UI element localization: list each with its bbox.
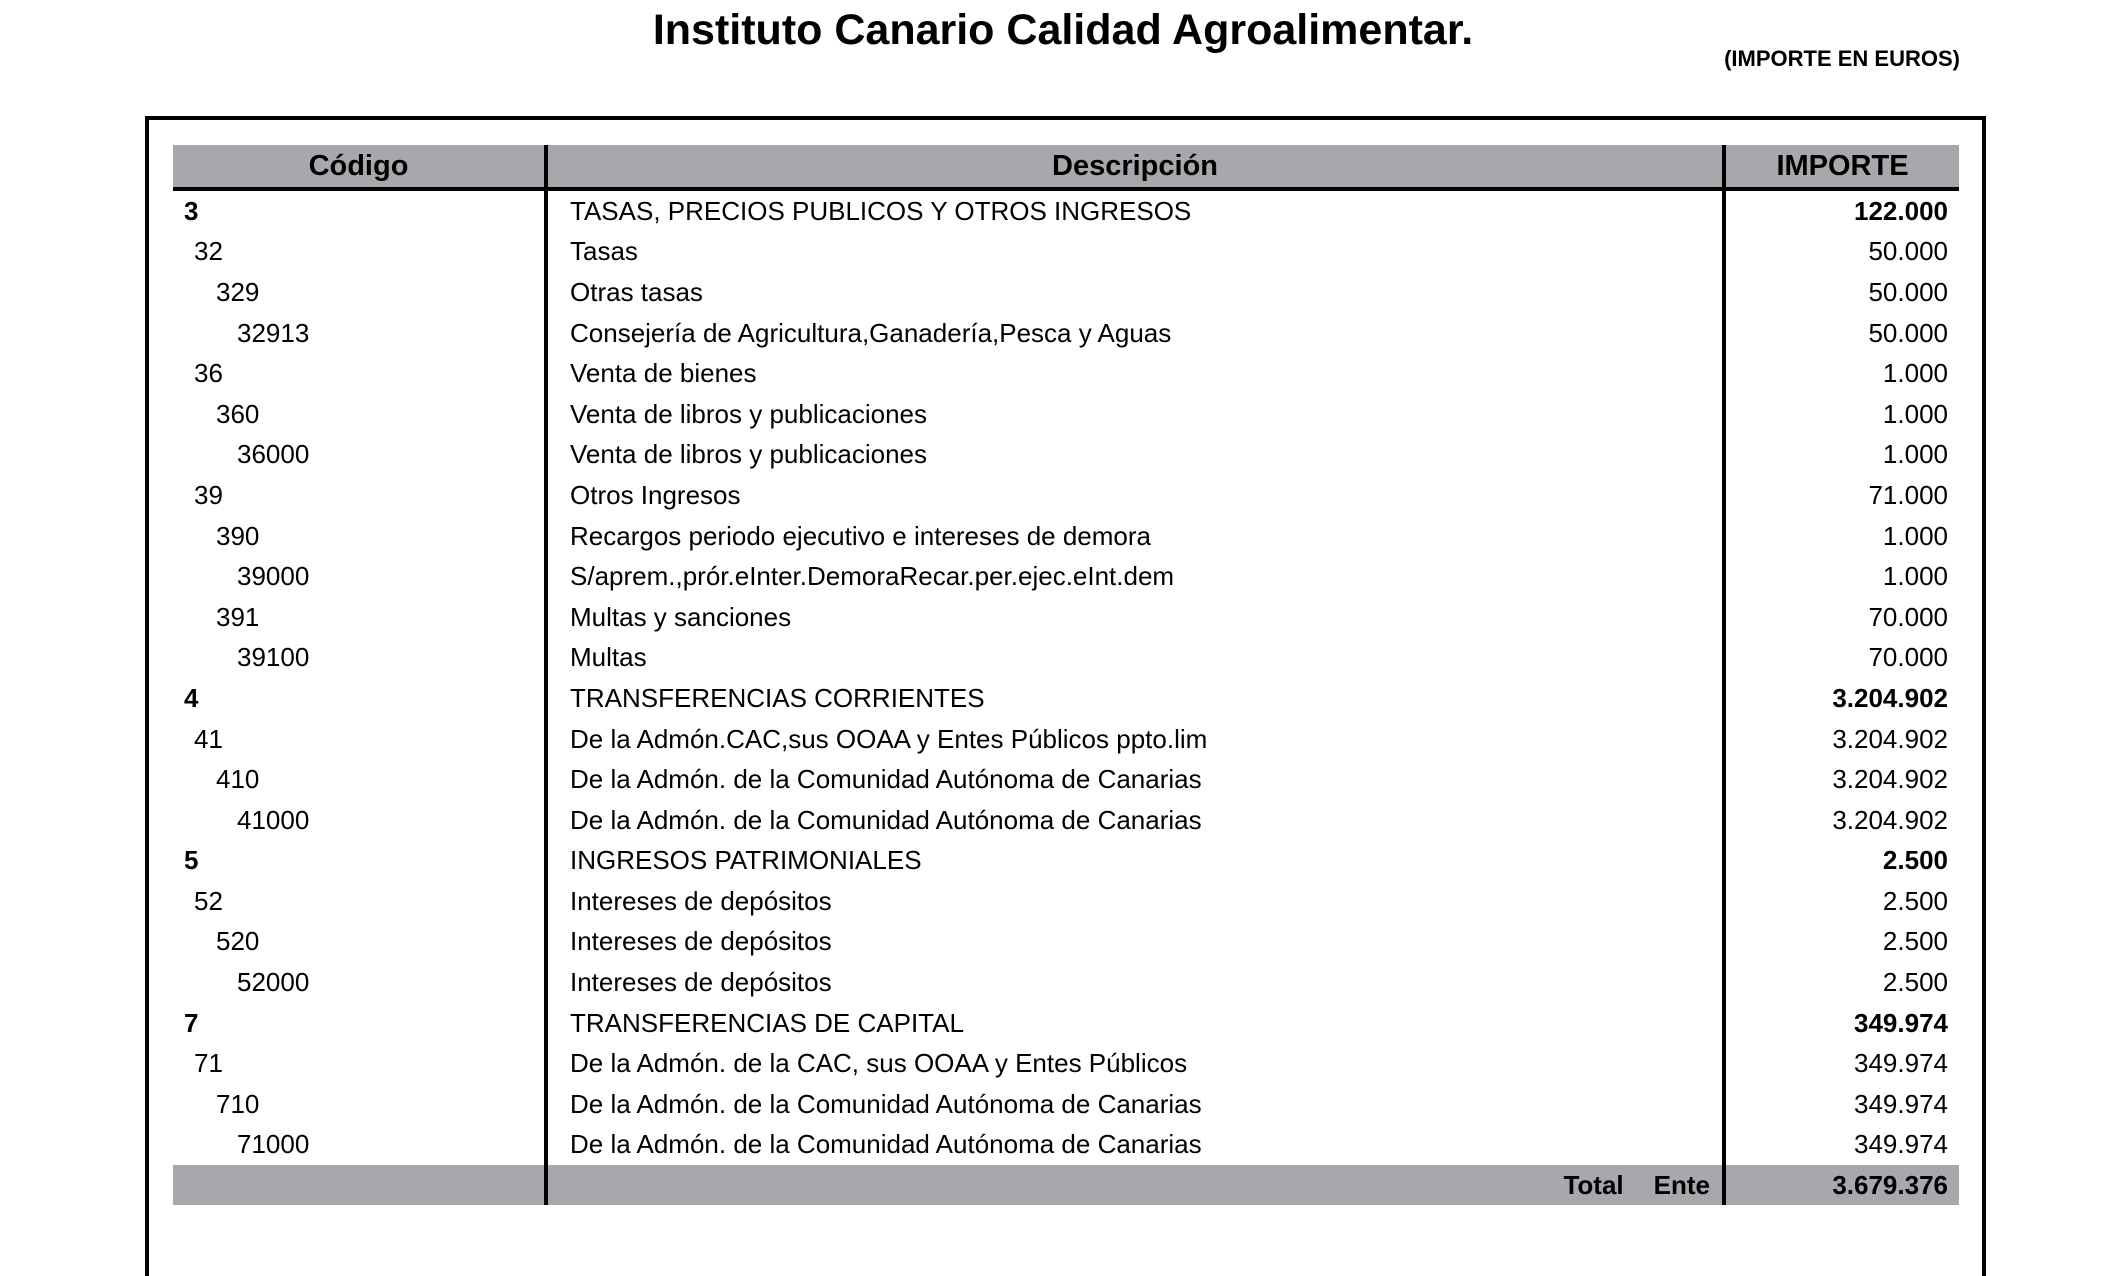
row-description: Tasas: [546, 232, 1724, 273]
row-code: 71000: [173, 1125, 546, 1166]
row-description: Intereses de depósitos: [546, 962, 1724, 1003]
table-row: [173, 922, 1959, 963]
header-row: [173, 145, 1959, 189]
row-amount: 3.204.902: [1832, 723, 1948, 754]
row-code: 39: [173, 475, 546, 516]
row-amount: 3.204.902: [1832, 764, 1948, 795]
header-code: Código: [173, 145, 546, 189]
row-description: De la Admón. de la Comunidad Autónoma de Canarias: [546, 759, 1724, 800]
row-code: 36000: [173, 435, 546, 476]
row-amount: 1.000: [1882, 439, 1948, 470]
table-row: [173, 1084, 1959, 1125]
row-amount: 1.000: [1882, 561, 1948, 592]
table-row: [173, 800, 1959, 841]
row-amount: 3.204.902: [1832, 804, 1948, 835]
table-row: [173, 841, 1959, 882]
row-amount: 1.000: [1882, 520, 1948, 551]
row-code: 36: [173, 353, 546, 394]
row-amount: 50.000: [1868, 317, 1948, 348]
row-code: 360: [173, 394, 546, 435]
row-amount: 1.000: [1882, 358, 1948, 389]
row-code: 39000: [173, 556, 546, 597]
table-row: [173, 394, 1959, 435]
row-amount: 2.500: [1882, 845, 1948, 876]
row-amount: 3.204.902: [1832, 682, 1948, 713]
table-row: [173, 719, 1959, 760]
row-amount: 349.974: [1854, 1129, 1948, 1160]
row-amount: 70.000: [1868, 642, 1948, 673]
row-description: Otras tasas: [546, 272, 1724, 313]
total-code-cell: [173, 1165, 546, 1205]
row-amount: 1.000: [1882, 398, 1948, 429]
row-description: TASAS, PRECIOS PUBLICOS Y OTROS INGRESOS: [546, 189, 1724, 232]
table-row: [173, 189, 1959, 232]
table-row: [173, 881, 1959, 922]
row-description: Otros Ingresos: [546, 475, 1724, 516]
table-row: [173, 1003, 1959, 1044]
row-code: 410: [173, 759, 546, 800]
row-description: Recargos periodo ejecutivo e intereses de demora: [546, 516, 1724, 557]
row-description: TRANSFERENCIAS CORRIENTES: [546, 678, 1724, 719]
row-code: 7: [173, 1003, 546, 1044]
row-description: Intereses de depósitos: [546, 922, 1724, 963]
row-code: 4: [173, 678, 546, 719]
row-code: 41000: [173, 800, 546, 841]
row-code: 71: [173, 1043, 546, 1084]
table-row: [173, 353, 1959, 394]
row-description: S/aprem.,prór.eInter.DemoraRecar.per.ejec.eInt.dem: [546, 556, 1724, 597]
row-description: De la Admón. de la Comunidad Autónoma de Canarias: [546, 1125, 1724, 1166]
units-note: (IMPORTE EN EUROS): [1724, 46, 1960, 71]
row-description: De la Admón.CAC,sus OOAA y Entes Públicos ppto.lim: [546, 719, 1724, 760]
row-code: 710: [173, 1084, 546, 1125]
row-code: 520: [173, 922, 546, 963]
row-amount: 70.000: [1868, 601, 1948, 632]
row-description: Consejería de Agricultura,Ganadería,Pesca y Aguas: [546, 313, 1724, 354]
row-description: De la Admón. de la Comunidad Autónoma de Canarias: [546, 1084, 1724, 1125]
table-row: [173, 313, 1959, 354]
row-description: TRANSFERENCIAS DE CAPITAL: [546, 1003, 1724, 1044]
row-amount: 50.000: [1868, 236, 1948, 267]
row-code: 390: [173, 516, 546, 557]
row-code: 5: [173, 841, 546, 882]
total-entity-label: Ente: [1653, 1169, 1710, 1200]
table-row: [173, 556, 1959, 597]
row-description: Multas y sanciones: [546, 597, 1724, 638]
row-amount: 50.000: [1868, 276, 1948, 307]
table-row: [173, 962, 1959, 1003]
row-description: Venta de libros y publicaciones: [546, 435, 1724, 476]
row-description: Intereses de depósitos: [546, 881, 1724, 922]
row-description: De la Admón. de la CAC, sus OOAA y Entes Públicos: [546, 1043, 1724, 1084]
row-amount: 2.500: [1882, 926, 1948, 957]
row-code: 32913: [173, 313, 546, 354]
row-amount: 122.000: [1854, 195, 1948, 226]
header-amount: IMPORTE: [1724, 145, 1959, 189]
row-description: INGRESOS PATRIMONIALES: [546, 841, 1724, 882]
table-row: [173, 232, 1959, 273]
total-label-cell: [546, 1165, 1724, 1205]
table-row: [173, 1125, 1959, 1166]
row-description: Venta de libros y publicaciones: [546, 394, 1724, 435]
total-label: Total: [1563, 1169, 1624, 1200]
table-row: [173, 759, 1959, 800]
row-code: 32: [173, 232, 546, 273]
row-code: 329: [173, 272, 546, 313]
table-row: [173, 516, 1959, 557]
row-code: 52000: [173, 962, 546, 1003]
row-description: De la Admón. de la Comunidad Autónoma de Canarias: [546, 800, 1724, 841]
row-amount: 2.500: [1882, 885, 1948, 916]
table-row: [173, 272, 1959, 313]
row-amount: 349.974: [1854, 1088, 1948, 1119]
total-amount: 3.679.376: [1724, 1165, 1959, 1205]
row-amount: 349.974: [1854, 1048, 1948, 1079]
table-row: [173, 678, 1959, 719]
row-code: 52: [173, 881, 546, 922]
row-code: 391: [173, 597, 546, 638]
row-amount: 71.000: [1868, 479, 1948, 510]
row-description: Multas: [546, 638, 1724, 679]
row-amount: 2.500: [1882, 967, 1948, 998]
row-code: 41: [173, 719, 546, 760]
document-title: Instituto Canario Calidad Agroalimentar.: [652, 6, 1474, 54]
row-code: 39100: [173, 638, 546, 679]
header-description: Descripción: [546, 145, 1724, 189]
row-amount: 349.974: [1854, 1007, 1948, 1038]
row-description: Venta de bienes: [546, 353, 1724, 394]
table-row: [173, 597, 1959, 638]
total-row: [173, 1165, 1959, 1205]
table-row: [173, 638, 1959, 679]
row-code: 3: [173, 189, 546, 232]
table-row: [173, 1043, 1959, 1084]
budget-table: [173, 145, 1959, 1205]
table-row: [173, 435, 1959, 476]
table-body: [173, 189, 1959, 1165]
table-row: [173, 475, 1959, 516]
